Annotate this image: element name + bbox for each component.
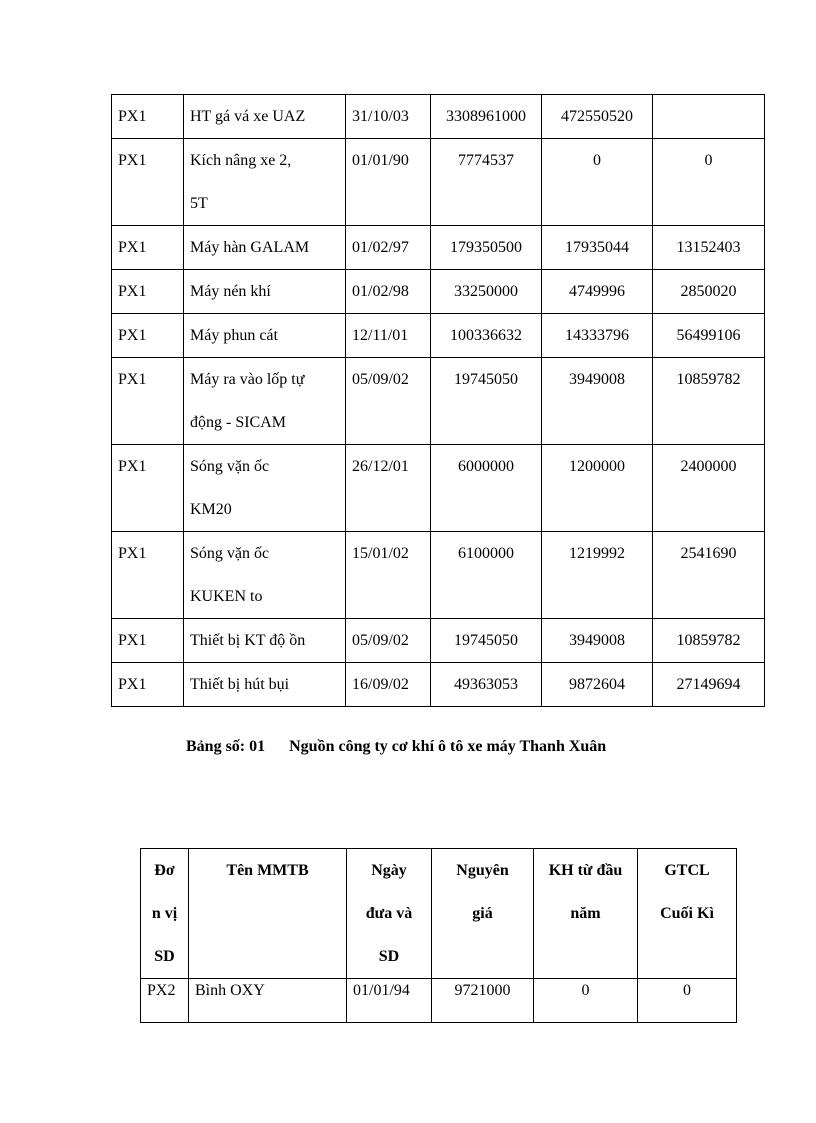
cell-kh: 472550520 [542,95,653,139]
cell-cost: 6000000 [431,445,542,532]
cell-unit: PX2 [141,979,189,1023]
cell-unit: PX1 [112,226,184,270]
cell-gtcl: 56499106 [653,314,765,358]
cell-name-line: động - SICAM [190,414,287,431]
cell-kh: 9872604 [542,663,653,707]
cell-date: 12/11/01 [346,314,431,358]
cell-kh: 14333796 [542,314,653,358]
cell-name-line: Sóng vặn ốc [190,545,270,562]
table-row [141,979,737,1023]
cell-name-line: Máy ra vào lốp tự [190,371,305,388]
cell-unit: PX1 [112,445,184,532]
cell-date: 16/09/02 [346,663,431,707]
cell-unit: PX1 [112,663,184,707]
table-row [112,358,765,445]
cell-cost: 179350500 [431,226,542,270]
table-row [112,663,765,707]
cell-name [184,663,346,707]
table-row [112,445,765,532]
cell-name [184,314,346,358]
caption-label: Bảng số: 01 [186,738,266,755]
caption-source: Nguồn công ty cơ khí ô tô xe máy Thanh Xuân [289,738,607,755]
table-row [112,270,765,314]
cell-cost: 49363053 [431,663,542,707]
cell-name-line: KUKEN to [190,588,263,605]
table-caption [186,738,606,756]
cell-gtcl: 13152403 [653,226,765,270]
cell-date: 05/09/02 [346,619,431,663]
cell-cost: 3308961000 [431,95,542,139]
cell-gtcl [653,95,765,139]
cell-name-line: Thiết bị hút bụi [190,676,290,693]
cell-date: 05/09/02 [346,358,431,445]
cell-name-line: Sóng vặn ốc [190,458,270,475]
cell-name-line: Kích nâng xe 2, [190,152,292,169]
cell-name [184,270,346,314]
cell-name-line: HT gá vá xe UAZ [190,108,306,125]
cell-name-line: Thiết bị KT độ ồn [190,632,306,649]
cell-kh: 3949008 [542,358,653,445]
header-kh: KH từ đầu năm [534,849,638,979]
cell-gtcl: 10859782 [653,619,765,663]
cell-cost: 7774537 [431,139,542,226]
cell-gtcl: 2400000 [653,445,765,532]
cell-gtcl: 0 [638,979,737,1023]
table-row [112,314,765,358]
cell-name [184,532,346,619]
cell-kh: 1219992 [542,532,653,619]
table-row [112,95,765,139]
cell-name [184,619,346,663]
cell-unit: PX1 [112,619,184,663]
header-date: Ngày đưa và SD [347,849,432,979]
table-row [112,226,765,270]
cell-unit: PX1 [112,314,184,358]
header-cost: Nguyên giá [432,849,534,979]
cell-kh: 0 [542,139,653,226]
cell-kh: 1200000 [542,445,653,532]
cell-name-line: 5T [190,195,208,212]
cell-kh: 0 [534,979,638,1023]
cell-name [184,226,346,270]
cell-gtcl: 2541690 [653,532,765,619]
cell-date: 01/01/94 [347,979,432,1023]
cell-unit: PX1 [112,270,184,314]
cell-date: 01/01/90 [346,139,431,226]
cell-date: 01/02/97 [346,226,431,270]
cell-gtcl: 10859782 [653,358,765,445]
header-row [141,849,737,979]
cell-unit: PX1 [112,358,184,445]
cell-gtcl: 0 [653,139,765,226]
cell-date: 26/12/01 [346,445,431,532]
cell-cost: 19745050 [431,619,542,663]
cell-cost: 33250000 [431,270,542,314]
cell-name [184,445,346,532]
cell-date: 31/10/03 [346,95,431,139]
header-name: Tên MMTB [189,849,347,979]
cell-gtcl: 27149694 [653,663,765,707]
cell-name-line: Máy nén khí [190,283,271,300]
cell-kh: 3949008 [542,619,653,663]
cell-name-line: KM20 [190,501,232,518]
table-row [112,139,765,226]
cell-name [184,139,346,226]
cell-cost: 6100000 [431,532,542,619]
cell-unit: PX1 [112,532,184,619]
table-row [112,619,765,663]
cell-name-line: Máy hàn GALAM [190,239,310,256]
cell-cost: 19745050 [431,358,542,445]
cell-cost: 100336632 [431,314,542,358]
cell-name: Bình OXY [189,979,347,1023]
cell-gtcl: 2850020 [653,270,765,314]
header-unit: Đơ n vị SD [141,849,189,979]
asset-table-px1-body [112,95,765,707]
cell-name [184,95,346,139]
cell-kh: 4749996 [542,270,653,314]
header-gtcl: GTCL Cuối Kì [638,849,737,979]
cell-date: 01/02/98 [346,270,431,314]
cell-kh: 17935044 [542,226,653,270]
asset-table-px1 [111,94,765,707]
table-row [112,532,765,619]
asset-table-px2 [140,848,737,1023]
cell-name [184,358,346,445]
cell-name-line: Máy phun cát [190,327,278,344]
cell-cost: 9721000 [432,979,534,1023]
cell-unit: PX1 [112,95,184,139]
cell-date: 15/01/02 [346,532,431,619]
cell-unit: PX1 [112,139,184,226]
